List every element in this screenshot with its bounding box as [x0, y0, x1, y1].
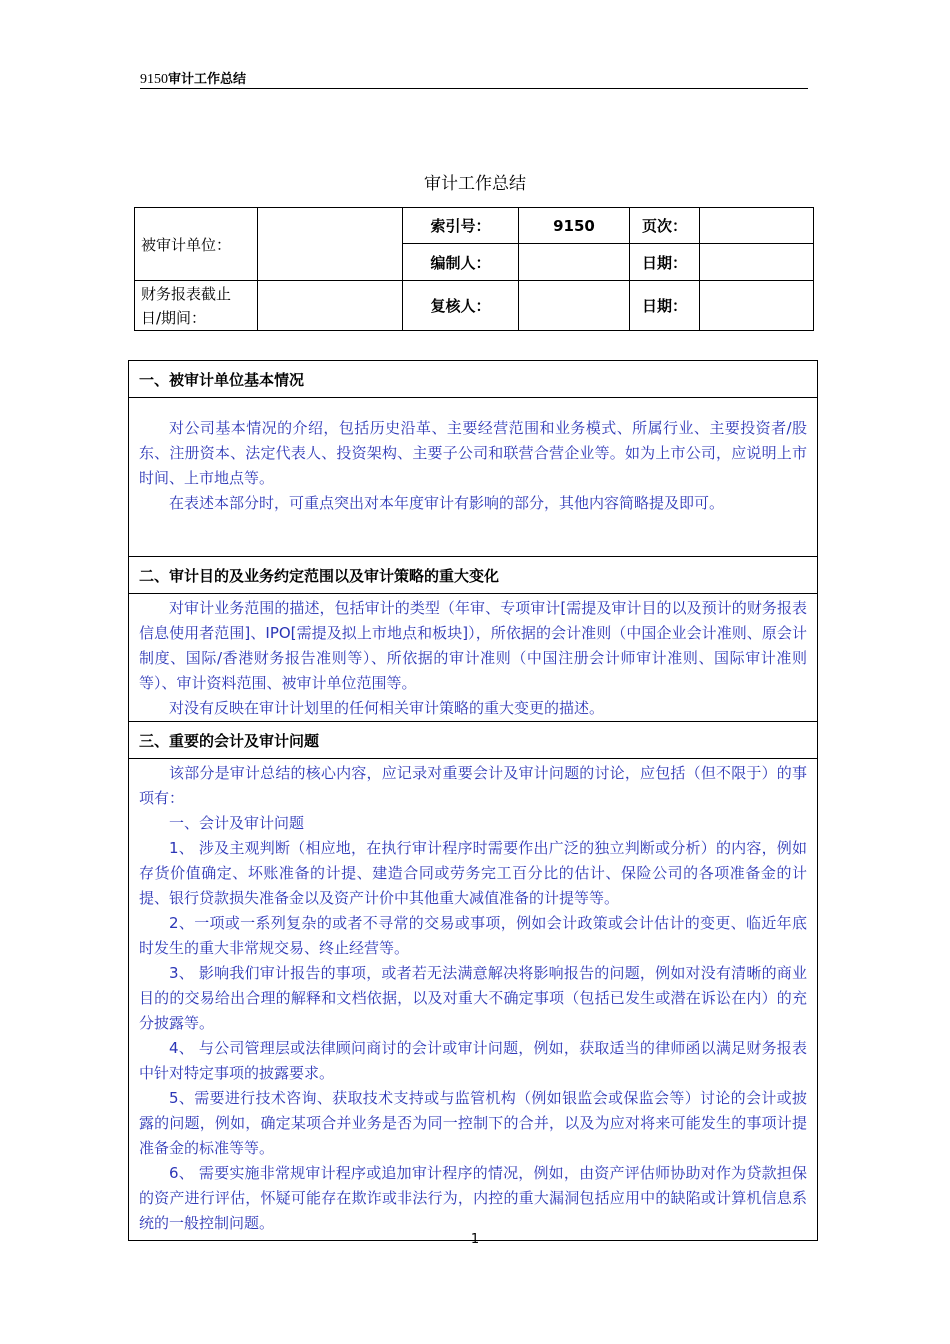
- reviewer-label: 复核人：: [403, 281, 519, 331]
- header-doc-number: 9150: [140, 72, 168, 87]
- section-1-paragraph: 在表述本部分时，可重点突出对本年度审计有影响的部分，其他内容简略提及即可。: [169, 494, 725, 512]
- page-value[interactable]: [700, 208, 814, 244]
- reviewer-value[interactable]: [519, 281, 630, 331]
- auditee-value[interactable]: [258, 208, 403, 281]
- index-value[interactable]: 9150: [519, 208, 630, 244]
- page-label: 页次：: [630, 208, 700, 244]
- section-3-paragraph: 6、 需要实施非常规审计程序或追加审计程序的情况，例如，由资产评估师协助对作为贷款担保的资产进行评估，怀疑可能存在欺诈或非法行为，内控的重大漏洞包括应用中的缺陷或计算机信息系统的一般控制问题。: [139, 1164, 807, 1232]
- section-3-body: [129, 759, 818, 1241]
- summary-table: [128, 360, 818, 1241]
- section-3-paragraph: 4、 与公司管理层或法律顾问商讨的会计或审计问题，例如，获取适当的律师函以满足财务报表中针对特定事项的披露要求。: [139, 1039, 807, 1082]
- period-value[interactable]: [258, 281, 403, 331]
- section-3-paragraph: 3、 影响我们审计报告的事项，或者若无法满意解决将影响报告的问题，例如对没有清晰的商业目的的交易给出合理的解释和文档依据，以及对重大不确定事项（包括已发生或潜在诉讼在内）的充分披露等。: [139, 964, 807, 1032]
- page-number: 1: [470, 1232, 480, 1247]
- section-3-paragraph: 1、 涉及主观判断（相应地，在执行审计程序时需要作出广泛的独立判断或分析）的内容，例如存货价值确定、坏账准备的计提、建造合同或劳务完工百分比的估计、保险公司的各项准备金的计提、银行贷款损失准备金以及资产计价中其他重大减值准备的计提等等。: [139, 839, 807, 907]
- auditee-label: 被审计单位：: [135, 208, 258, 281]
- document-title: 审计工作总结: [424, 174, 526, 194]
- date-value-1[interactable]: [700, 244, 814, 281]
- date-label-2: 日期：: [630, 281, 700, 331]
- section-1-body: [129, 398, 818, 557]
- page-header: [140, 68, 808, 89]
- index-label: 索引号：: [403, 208, 519, 244]
- preparer-label: 编制人：: [403, 244, 519, 281]
- section-2-title: 二、审计目的及业务约定范围以及审计策略的重大变化: [129, 557, 818, 594]
- header-doc-label: 审计工作总结: [168, 72, 247, 87]
- section-2-paragraph: 对审计业务范围的描述，包括审计的类型（年审、专项审计[需提及审计目的以及预计的财务报表信息使用者范围]、IPO[需提及拟上市地点和板块]），所依据的会计准则（中国企业会计准则、原会计制度、国际/香港财务报告准则等）、所依据的审计准则（中国注册会计师审计准则、国际审计准则等）、审计资料范围、被审计单位范围等。: [139, 599, 807, 692]
- section-3-paragraph: 一、会计及审计问题: [169, 814, 305, 832]
- date-value-2[interactable]: [700, 281, 814, 331]
- info-table: [134, 207, 814, 331]
- section-1-title: 一、被审计单位基本情况: [129, 361, 818, 398]
- section-3-paragraph: 5、需要进行技术咨询、获取技术支持或与监管机构（例如银监会或保监会等）讨论的会计或披露的问题，例如，确定某项合并业务是否为同一控制下的合并，以及为应对将来可能发生的事项计提准备金的标准等等。: [139, 1089, 807, 1157]
- section-3-paragraph: 该部分是审计总结的核心内容，应记录对重要会计及审计问题的讨论，应包括（但不限于）的事项有：: [139, 764, 807, 807]
- date-label-1: 日期：: [630, 244, 700, 281]
- section-3-title: 三、重要的会计及审计问题: [129, 722, 818, 759]
- section-2-paragraph: 对没有反映在审计计划里的任何相关审计策略的重大变更的描述。: [169, 699, 605, 717]
- section-3-paragraph: 2、一项或一系列复杂的或者不寻常的交易或事项，例如会计政策或会计估计的变更、临近年底时发生的重大非常规交易、终止经营等。: [139, 914, 807, 957]
- section-2-body: [129, 594, 818, 722]
- preparer-value[interactable]: [519, 244, 630, 281]
- section-1-paragraph: 对公司基本情况的介绍，包括历史沿革、主要经营范围和业务模式、所属行业、主要投资者/股东、注册资本、法定代表人、投资架构、主要子公司和联营合营企业等。如为上市公司，应说明上市时间、上市地点等。: [139, 419, 807, 487]
- period-label: 财务报表截止日/期间：: [135, 281, 258, 331]
